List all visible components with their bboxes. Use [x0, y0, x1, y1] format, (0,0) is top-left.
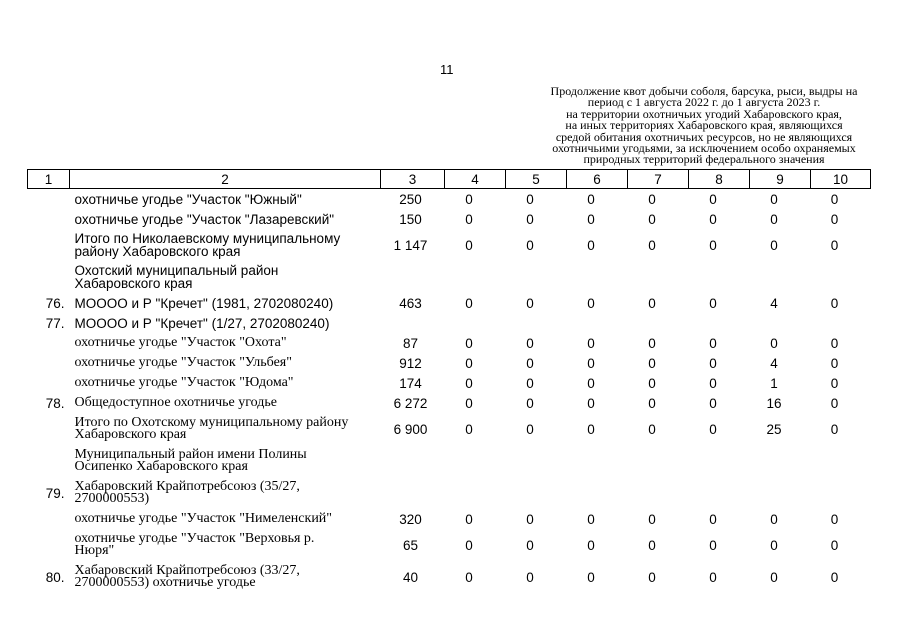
row-name-line: охотничье угодье "Участок "Южный" — [74, 191, 302, 207]
row-name-line: Хабаровского края — [74, 427, 187, 442]
cell-col-3 — [381, 261, 445, 293]
cell-col-9: 4 — [770, 295, 778, 311]
cell-col-4: 0 — [465, 295, 473, 311]
column-header: 1 — [28, 170, 70, 189]
cell-col-4: 0 — [465, 211, 473, 227]
cell-col-9: 25 — [766, 421, 782, 437]
cell-col-5: 0 — [526, 355, 534, 371]
cell-col-7: 0 — [648, 537, 656, 553]
cell-col-4: 0 — [465, 421, 473, 437]
cell-col-4: 0 — [465, 191, 473, 207]
column-header: 3 — [381, 170, 445, 189]
cell-col-3: 40 — [402, 569, 419, 585]
cell-col-8: 0 — [709, 295, 717, 311]
cell-col-8: 0 — [709, 421, 717, 437]
cell-col-10: 0 — [830, 375, 839, 391]
cell-col-3: 912 — [399, 355, 422, 371]
cell-col-7: 0 — [648, 237, 656, 253]
row-name — [70, 209, 381, 229]
cell-col-3: 65 — [402, 537, 419, 553]
cell-col-5: 0 — [526, 237, 534, 253]
cell-col-6: 0 — [587, 511, 595, 527]
cell-col-10: 0 — [830, 395, 839, 411]
cell-col-6 — [567, 477, 628, 509]
row-name-line: району Хабаровского края — [74, 244, 241, 259]
table-row — [28, 229, 871, 261]
cell-col-5: 0 — [526, 569, 534, 585]
table-row — [28, 529, 871, 561]
cell-col-3: 87 — [402, 335, 419, 351]
row-name — [70, 261, 381, 293]
cell-col-10 — [811, 313, 871, 333]
row-name — [70, 229, 381, 261]
cell-col-8: 0 — [709, 511, 717, 527]
cell-col-7 — [628, 261, 689, 293]
cell-col-4: 0 — [465, 375, 473, 391]
cell-col-5: 0 — [526, 511, 534, 527]
cell-col-6: 0 — [587, 191, 595, 207]
cell-col-3 — [381, 477, 445, 509]
row-name-line: 2700000553) — [74, 491, 150, 506]
continuation-note-line: период с 1 августа 2022 г. до 1 августа 2023 г. — [587, 95, 821, 110]
table-row — [28, 561, 871, 593]
row-name-line: охотничье угодье "Участок "Ульбея" — [74, 355, 292, 370]
cell-col-3: 1 147 — [393, 237, 428, 253]
cell-col-3: 6 900 — [393, 421, 428, 437]
row-number — [28, 509, 70, 529]
column-header: 6 — [567, 170, 628, 189]
row-name-line: МОООО и Р "Кречет" (1/27, 2702080240) — [74, 315, 330, 331]
column-header: 2 — [70, 170, 381, 189]
cell-col-4: 0 — [465, 511, 473, 527]
row-number — [28, 413, 70, 445]
cell-col-7: 0 — [648, 511, 656, 527]
continuation-note — [530, 86, 878, 166]
cell-col-9: 4 — [770, 355, 778, 371]
cell-col-8: 0 — [709, 537, 717, 553]
cell-col-10: 0 — [830, 295, 839, 311]
cell-col-5: 0 — [526, 537, 534, 553]
cell-col-8: 0 — [709, 355, 717, 371]
cell-col-6: 0 — [587, 569, 595, 585]
cell-col-5: 0 — [526, 191, 534, 207]
continuation-note-line: природных территорий федерального значения — [583, 152, 825, 167]
cell-col-3: 250 — [399, 191, 422, 207]
table-row — [28, 313, 871, 333]
cell-col-7 — [628, 477, 689, 509]
continuation-note-line: средой обитания охотничьих ресурсов, но не являющихся — [555, 129, 853, 144]
continuation-note-line: Продолжение квот добычи соболя, барсука, рыси, выдры на — [550, 84, 858, 98]
cell-col-10: 0 — [830, 211, 839, 227]
cell-col-4 — [445, 313, 506, 333]
cell-col-5 — [506, 445, 567, 477]
row-name-line: охотничье угодье "Участок "Верховья р. — [74, 531, 315, 546]
cell-col-4: 0 — [465, 355, 473, 371]
cell-col-5: 0 — [526, 375, 534, 391]
row-number — [28, 261, 70, 293]
quota-table-body — [28, 189, 871, 594]
cell-col-7: 0 — [648, 421, 656, 437]
cell-col-9 — [750, 313, 811, 333]
row-name — [70, 189, 381, 210]
row-name-line: Охотский муниципальный район — [74, 263, 279, 278]
row-name-line: охотничье угодье "Участок "Охота" — [74, 335, 287, 350]
cell-col-6: 0 — [587, 335, 595, 351]
cell-col-3 — [381, 445, 445, 477]
row-name — [70, 413, 381, 445]
page-number: 11 — [440, 62, 454, 77]
row-name — [70, 353, 381, 373]
cell-col-3 — [381, 313, 445, 333]
cell-col-7: 0 — [648, 375, 656, 391]
cell-col-8: 0 — [709, 395, 717, 411]
cell-col-10 — [811, 445, 871, 477]
cell-col-10 — [811, 477, 871, 509]
row-name — [70, 293, 381, 313]
row-name-line: Нюря" — [74, 543, 115, 558]
table-row — [28, 477, 871, 509]
cell-col-6 — [567, 445, 628, 477]
row-name-line: охотничье угодье "Участок "Лазаревский" — [74, 211, 335, 227]
cell-col-5: 0 — [526, 335, 534, 351]
cell-col-8 — [689, 261, 750, 293]
table-row — [28, 445, 871, 477]
row-name-line: 2700000553) охотничье угодье — [74, 575, 256, 590]
cell-col-5: 0 — [526, 421, 534, 437]
cell-col-4: 0 — [465, 237, 473, 253]
cell-col-8 — [689, 445, 750, 477]
quota-table — [27, 169, 871, 593]
row-number: 76. — [45, 295, 65, 311]
cell-col-3: 6 272 — [393, 395, 428, 411]
cell-col-5 — [506, 313, 567, 333]
row-name-line: Хабаровский Крайпотребсоюз (35/27, — [74, 479, 300, 494]
table-row — [28, 333, 871, 353]
cell-col-10: 0 — [830, 537, 839, 553]
cell-col-5 — [506, 261, 567, 293]
cell-col-8: 0 — [709, 237, 717, 253]
row-name-line: Муниципальный район имени Полины — [74, 447, 307, 462]
cell-col-6: 0 — [587, 355, 595, 371]
cell-col-6: 0 — [587, 395, 595, 411]
cell-col-5 — [506, 477, 567, 509]
row-name — [70, 313, 381, 333]
row-name-line: Хабаровского края — [74, 276, 193, 291]
table-row — [28, 261, 871, 293]
cell-col-6: 0 — [587, 537, 595, 553]
cell-col-10: 0 — [830, 237, 839, 253]
row-name — [70, 373, 381, 393]
cell-col-10 — [811, 261, 871, 293]
table-row — [28, 293, 871, 313]
column-header: 8 — [689, 170, 750, 189]
cell-col-6: 0 — [587, 295, 595, 311]
cell-col-6: 0 — [587, 237, 595, 253]
cell-col-3: 463 — [399, 295, 422, 311]
cell-col-7: 0 — [648, 569, 656, 585]
column-header: 4 — [445, 170, 506, 189]
row-name — [70, 333, 381, 353]
cell-col-4 — [445, 445, 506, 477]
row-name — [70, 509, 381, 529]
cell-col-4 — [445, 261, 506, 293]
cell-col-10: 0 — [830, 191, 839, 207]
row-name — [70, 477, 381, 509]
row-number — [28, 373, 70, 393]
column-header: 9 — [750, 170, 811, 189]
table-row — [28, 509, 871, 529]
cell-col-9: 0 — [770, 569, 778, 585]
column-header: 10 — [811, 170, 871, 189]
cell-col-8: 0 — [709, 211, 717, 227]
cell-col-9: 16 — [766, 395, 782, 411]
cell-col-9 — [750, 261, 811, 293]
row-number: 79. — [45, 485, 65, 501]
cell-col-7: 0 — [648, 211, 656, 227]
row-name-line: охотничье угодье "Участок "Нимеленский" — [74, 511, 333, 526]
column-header: 5 — [506, 170, 567, 189]
cell-col-9: 0 — [770, 511, 778, 527]
row-number — [28, 333, 70, 353]
cell-col-6: 0 — [587, 421, 595, 437]
cell-col-8: 0 — [709, 375, 717, 391]
table-row — [28, 189, 871, 210]
cell-col-10: 0 — [830, 335, 839, 351]
table-row — [28, 209, 871, 229]
cell-col-9 — [750, 445, 811, 477]
continuation-note-line: охотничьими угодьями, за исключением особо охраняемых — [552, 141, 856, 156]
row-number — [28, 229, 70, 261]
row-number — [28, 353, 70, 373]
row-number: 77. — [45, 315, 65, 331]
cell-col-8 — [689, 477, 750, 509]
row-name-line: Итого по Охотскому муниципальному району — [74, 415, 349, 430]
cell-col-10: 0 — [830, 569, 839, 585]
cell-col-10: 0 — [830, 421, 839, 437]
row-name — [70, 561, 381, 593]
cell-col-9 — [750, 477, 811, 509]
row-name — [70, 393, 381, 413]
cell-col-4: 0 — [465, 569, 473, 585]
row-number — [28, 445, 70, 477]
cell-col-8: 0 — [709, 191, 717, 207]
table-row — [28, 373, 871, 393]
row-number: 78. — [45, 395, 65, 411]
cell-col-9: 1 — [770, 375, 778, 391]
cell-col-8: 0 — [709, 569, 717, 585]
column-header-row — [28, 170, 871, 189]
cell-col-7 — [628, 445, 689, 477]
cell-col-4: 0 — [465, 395, 473, 411]
column-header: 7 — [628, 170, 689, 189]
cell-col-3: 320 — [399, 511, 422, 527]
row-name-line: Общедоступное охотничье угодье — [74, 395, 277, 410]
row-name-line: охотничье угодье "Участок "Юдома" — [74, 375, 294, 390]
cell-col-10: 0 — [830, 511, 839, 527]
table-row — [28, 353, 871, 373]
cell-col-6 — [567, 313, 628, 333]
table-row — [28, 413, 871, 445]
row-number — [28, 209, 70, 229]
cell-col-9: 0 — [770, 237, 778, 253]
cell-col-4: 0 — [465, 335, 473, 351]
row-name — [70, 529, 381, 561]
row-name-line: Хабаровский Крайпотребсоюз (33/27, — [74, 563, 300, 578]
row-number: 80. — [45, 569, 65, 585]
cell-col-5: 0 — [526, 295, 534, 311]
cell-col-4 — [445, 477, 506, 509]
cell-col-3: 174 — [399, 375, 422, 391]
cell-col-7: 0 — [648, 191, 656, 207]
cell-col-8 — [689, 313, 750, 333]
cell-col-9: 0 — [770, 211, 778, 227]
cell-col-9: 0 — [770, 335, 778, 351]
row-number — [28, 189, 70, 210]
cell-col-6: 0 — [587, 211, 595, 227]
cell-col-8: 0 — [709, 335, 717, 351]
cell-col-4: 0 — [465, 537, 473, 553]
table-row — [28, 393, 871, 413]
cell-col-7: 0 — [648, 295, 656, 311]
cell-col-5: 0 — [526, 395, 534, 411]
cell-col-5: 0 — [526, 211, 534, 227]
cell-col-6: 0 — [587, 375, 595, 391]
row-number — [28, 529, 70, 561]
cell-col-10: 0 — [830, 355, 839, 371]
cell-col-6 — [567, 261, 628, 293]
cell-col-7: 0 — [648, 335, 656, 351]
cell-col-7: 0 — [648, 395, 656, 411]
row-name-line: Итого по Николаевскому муниципальному — [74, 231, 341, 246]
row-name — [70, 445, 381, 477]
row-name-line: МОООО и Р "Кречет" (1981, 2702080240) — [74, 295, 334, 311]
row-name-line: Осипенко Хабаровского края — [74, 459, 248, 474]
cell-col-9: 0 — [770, 191, 778, 207]
continuation-note-line: на территории охотничьих угодий Хабаровского края, — [566, 106, 842, 121]
cell-col-7: 0 — [648, 355, 656, 371]
cell-col-7 — [628, 313, 689, 333]
cell-col-3: 150 — [399, 211, 422, 227]
continuation-note-line: на иных территориях Хабаровского края, являющихся — [565, 118, 843, 133]
cell-col-9: 0 — [770, 537, 778, 553]
